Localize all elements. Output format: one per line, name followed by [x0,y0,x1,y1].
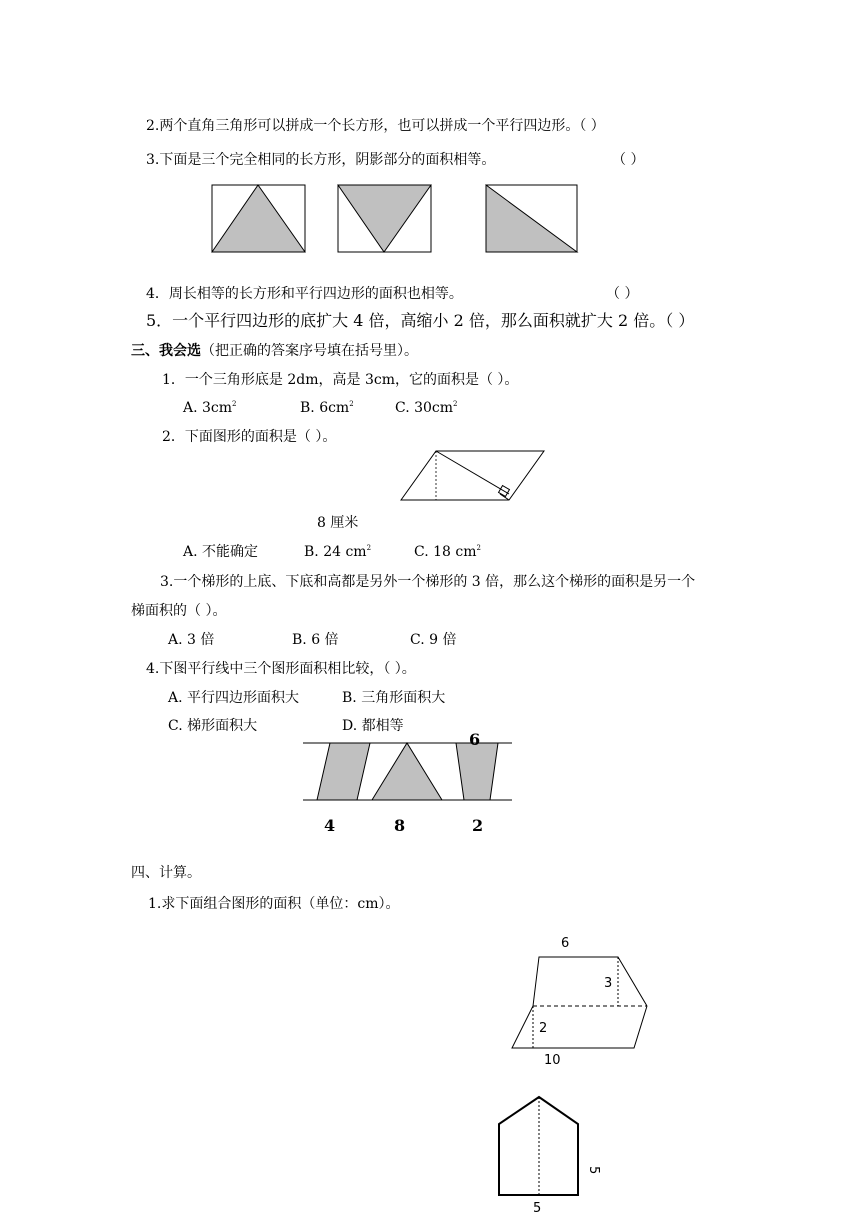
option-c: C. 梯形面积大 [168,718,258,734]
option-b: B. 24 $cm^2$ [304,544,372,560]
question-2-4: 4．周长相等的长方形和平行四边形的面积也相等。 [146,286,463,302]
label-bottom: 10 [544,1053,561,1068]
question-4-1: 1.求下面组合图形的面积（单位：cm）。 [148,896,400,912]
option-b: B. 三角形面积大 [342,690,446,706]
option-a: A. 3 倍 [168,632,215,648]
option-d: D. 都相等 [342,718,404,734]
question-3-2: 2．下面图形的面积是（ ）。 [162,429,337,445]
option-c: C. 18 $cm^2$ [414,544,481,560]
section-3-instruction: （把正确的答案序号填在括号里）。 [201,343,418,359]
label-8: 8 [394,816,406,835]
label-4: 4 [324,816,336,835]
question-2-5: 5．一个平行四边形的底扩大 4 倍，高缩小 2 倍，那么面积就扩大 2 倍。（ ） [146,311,695,330]
option-a: A. 不能确定 [183,544,259,560]
label-6: 6 [469,730,481,749]
question-3-3-line2: 梯面积的（ ）。 [131,603,227,619]
option-a: A. 平行四边形面积大 [168,690,300,706]
option-b: B. $6cm^2$ [300,400,354,416]
label-side-5: 5 [586,1166,601,1175]
option-c: C. 9 倍 [410,632,457,648]
question-2-3: 3.下面是三个完全相同的长方形，阴影部分的面积相等。 [146,152,496,168]
question-3-3-line1: 3.一个梯形的上底、下底和高都是另外一个梯形的 3 倍，那么这个梯形的面积是另一个 [160,574,696,590]
label-height-2: 2 [539,1021,548,1036]
option-c: C. $30cm^2$ [395,400,458,416]
option-a: A. $3cm^2$ [183,400,237,416]
figure-label-8cm: 8 厘米 [317,515,359,531]
section-3-title: 三、我会选 [131,343,201,359]
answer-blank: （ ） [606,286,639,302]
question-2-2: 2.两个直角三角形可以拼成一个长方形，也可以拼成一个平行四边形。（ ） [146,118,605,134]
label-top: 6 [561,936,570,951]
question-3-4: 4.下图平行线中三个图形面积相比较，（ ）。 [146,661,416,677]
option-b: B. 6 倍 [292,632,339,648]
label-bottom-5: 5 [533,1201,542,1216]
answer-blank: （ ） [612,152,645,168]
label-height-3: 3 [604,976,613,991]
label-2: 2 [472,816,484,835]
section-4-title: 四、计算。 [131,865,201,881]
question-3-1: 1．一个三角形底是 2dm，高是 3cm，它的面积是（ ）。 [162,372,519,388]
